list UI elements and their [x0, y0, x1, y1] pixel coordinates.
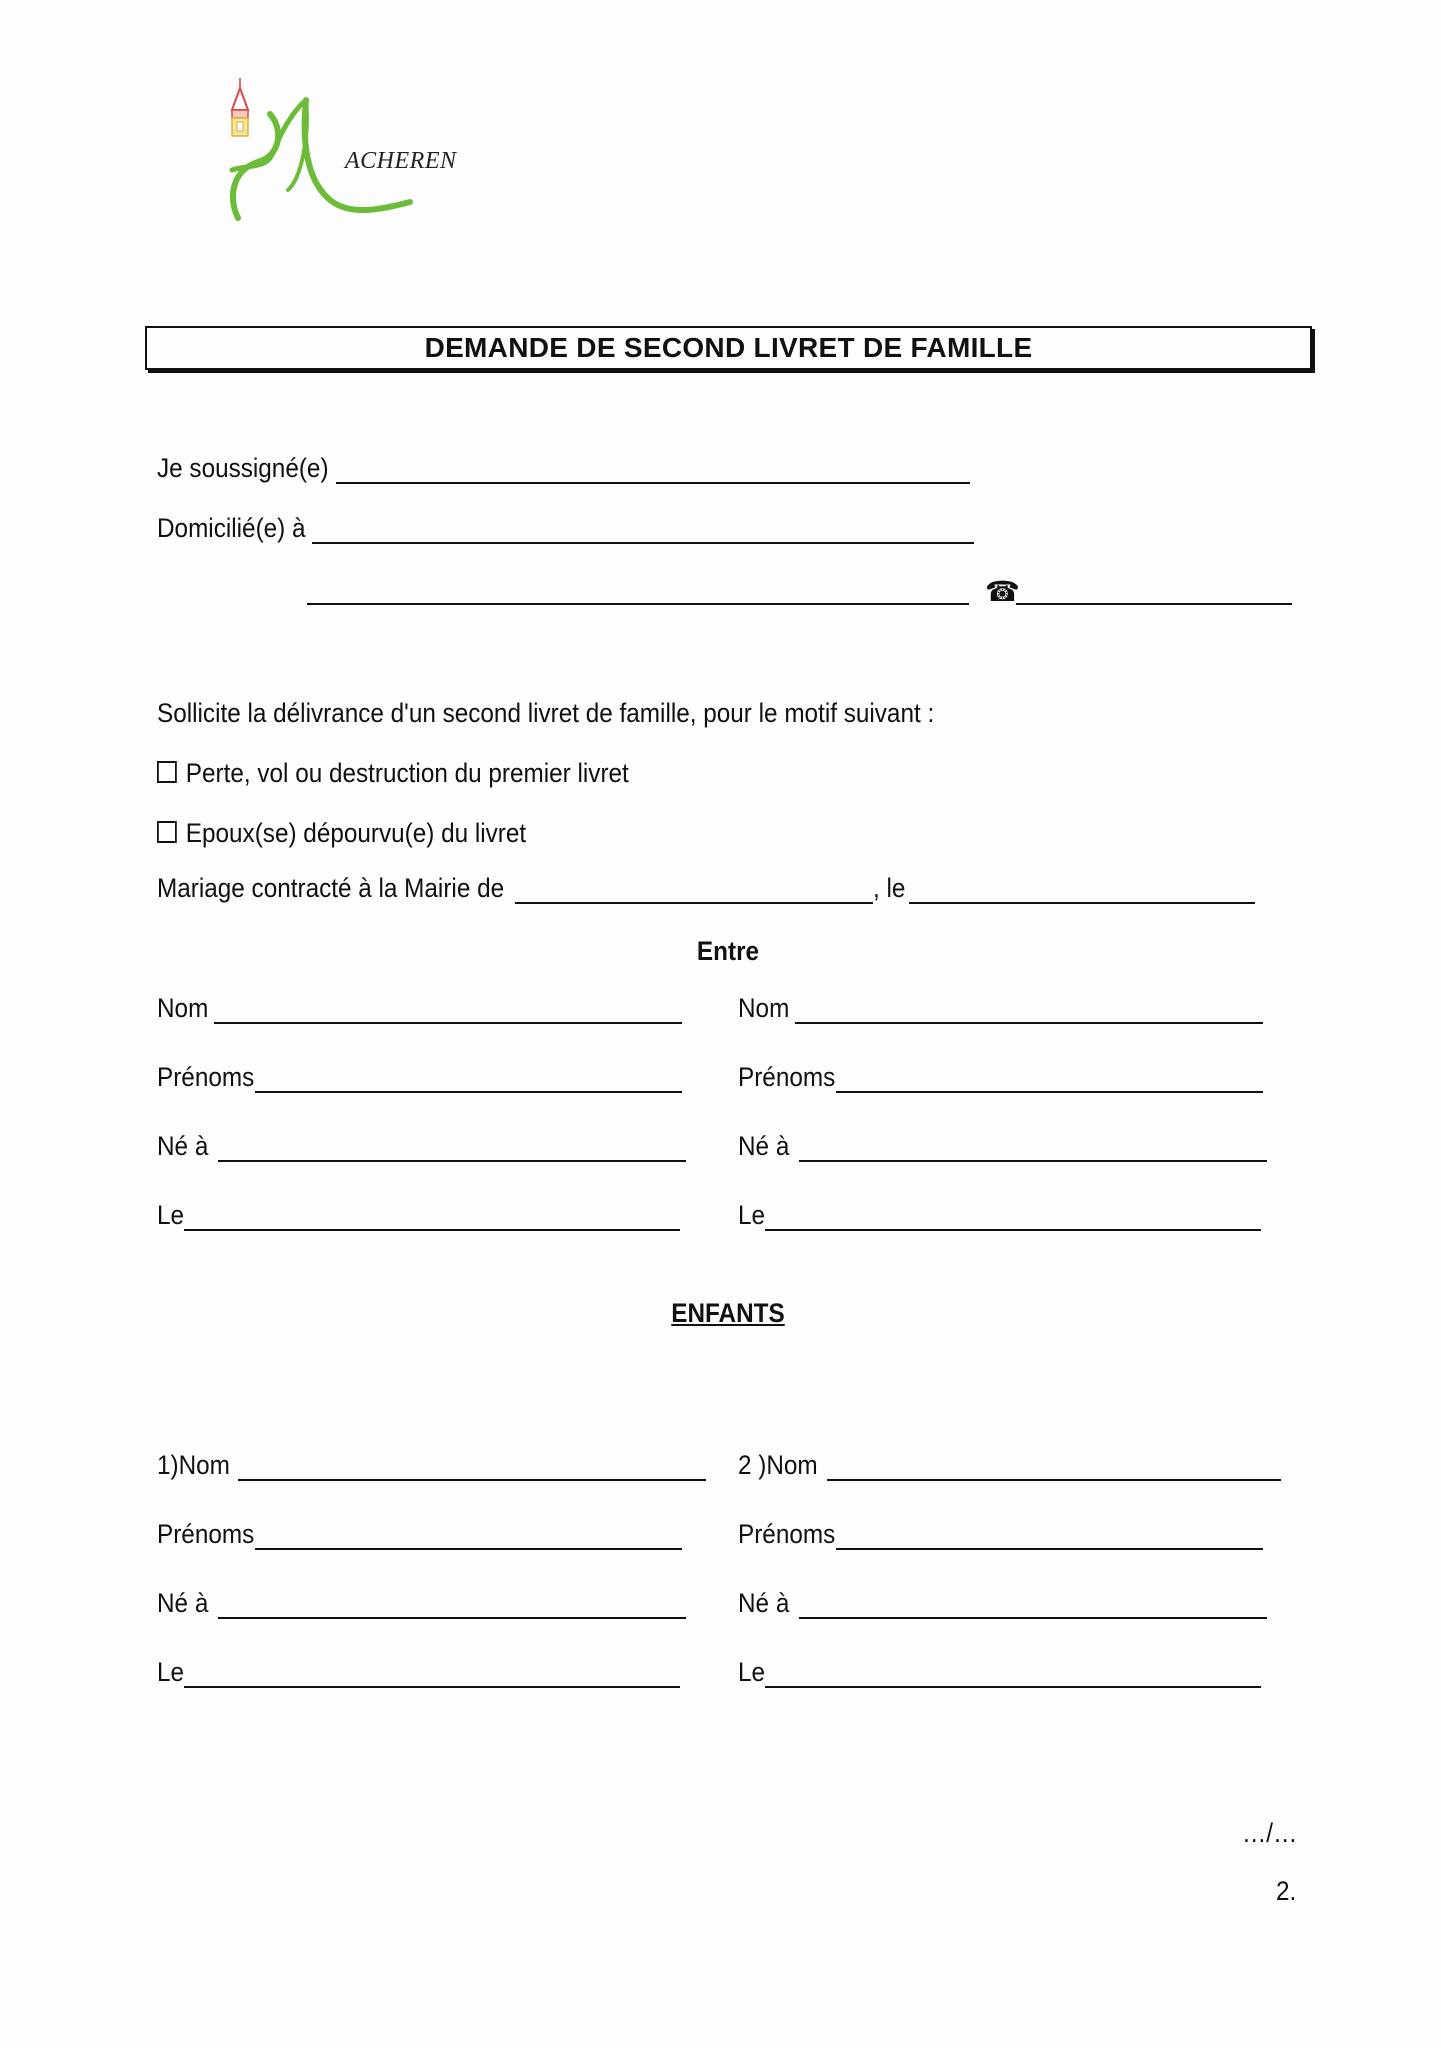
child2-prenoms-label: Prénoms: [738, 1519, 836, 1549]
child2-ne-a-row: [738, 1583, 1267, 1623]
spouse1-prenoms-field[interactable]: [255, 1091, 682, 1093]
spouse2-nom-label: Nom: [738, 993, 790, 1023]
child1-le-label: Le: [157, 1657, 185, 1687]
spouse1-nom-field[interactable]: [214, 1022, 682, 1024]
child2-nom-label: 2 )Nom: [738, 1450, 818, 1480]
domicilie-field[interactable]: [312, 542, 974, 544]
child1-ne-a-row: [157, 1583, 686, 1623]
spouse2-le-field[interactable]: [765, 1229, 1261, 1231]
option1-label: Perte, vol ou destruction du premier livret: [185, 758, 629, 788]
child1-prenoms-label: Prénoms: [157, 1519, 255, 1549]
child2-le-row: [738, 1652, 1261, 1692]
domicilie-row: [157, 508, 974, 548]
spouse1-ne-a-field[interactable]: [218, 1160, 686, 1162]
spouse2-le-row: [738, 1195, 1261, 1235]
spouse1-nom-row: [157, 988, 682, 1028]
child1-prenoms-row: [157, 1514, 682, 1554]
mariage-date-label: , le: [872, 873, 906, 903]
address-line-2-field[interactable]: [307, 603, 969, 605]
soussigne-label: Je soussigné(e): [157, 453, 329, 483]
continuation-mark: …/…: [1242, 1818, 1298, 1848]
child2-ne-a-field[interactable]: [799, 1617, 1267, 1619]
entre-heading: Entre: [696, 936, 760, 966]
spouse2-ne-a-label: Né à: [738, 1131, 790, 1161]
child2-nom-row: [738, 1445, 1281, 1485]
option2-label: Epoux(se) dépourvu(e) du livret: [185, 818, 527, 848]
spouse2-nom-row: [738, 988, 1263, 1028]
telephone-field[interactable]: [1016, 603, 1292, 605]
child1-le-field[interactable]: [184, 1686, 680, 1688]
child1-ne-a-field[interactable]: [218, 1617, 686, 1619]
title-box: [145, 326, 1312, 370]
child2-prenoms-field[interactable]: [836, 1548, 1263, 1550]
child2-ne-a-label: Né à: [738, 1588, 790, 1618]
child2-le-label: Le: [738, 1657, 766, 1687]
spouse2-le-label: Le: [738, 1200, 766, 1230]
spouse1-nom-label: Nom: [157, 993, 209, 1023]
spouse1-le-label: Le: [157, 1200, 185, 1230]
mariage-row: [157, 868, 1255, 908]
spouse1-ne-a-label: Né à: [157, 1131, 209, 1161]
spouse1-prenoms-row: [157, 1057, 682, 1097]
mariage-mairie-field[interactable]: [515, 902, 873, 904]
spouse2-ne-a-row: [738, 1126, 1267, 1166]
child1-le-row: [157, 1652, 680, 1692]
spouse2-nom-field[interactable]: [795, 1022, 1263, 1024]
spouse2-prenoms-field[interactable]: [836, 1091, 1263, 1093]
motif-intro: Sollicite la délivrance d'un second livret de famille, pour le motif suivant :: [157, 698, 935, 728]
soussigne-row: [157, 448, 970, 488]
soussigne-field[interactable]: [336, 482, 970, 484]
document-title: DEMANDE DE SECOND LIVRET DE FAMILLE: [424, 332, 1033, 363]
child1-nom-field[interactable]: [238, 1479, 706, 1481]
child1-prenoms-field[interactable]: [255, 1548, 682, 1550]
child2-prenoms-row: [738, 1514, 1263, 1554]
child2-le-field[interactable]: [765, 1686, 1261, 1688]
spouse2-prenoms-label: Prénoms: [738, 1062, 836, 1092]
page-number: 2.: [1276, 1876, 1297, 1906]
motif-option-2: [157, 818, 526, 849]
mariage-date-field[interactable]: [909, 902, 1255, 904]
spouse2-ne-a-field[interactable]: [799, 1160, 1267, 1162]
child1-nom-label: 1)Nom: [157, 1450, 230, 1480]
mariage-label: Mariage contracté à la Mairie de: [157, 873, 505, 903]
bell-tower-icon: [232, 78, 248, 136]
option1-checkbox[interactable]: [157, 761, 177, 783]
child2-nom-field[interactable]: [827, 1479, 1281, 1481]
spouse1-prenoms-label: Prénoms: [157, 1062, 255, 1092]
motif-option-1: [157, 758, 629, 789]
child1-nom-row: [157, 1445, 706, 1485]
spouse1-ne-a-row: [157, 1126, 686, 1166]
spouse2-prenoms-row: [738, 1057, 1263, 1097]
child1-ne-a-label: Né à: [157, 1588, 209, 1618]
spouse1-le-row: [157, 1195, 680, 1235]
option2-checkbox[interactable]: [157, 821, 177, 843]
enfants-heading: ENFANTS: [671, 1298, 785, 1328]
logo-wordmark: ACHEREN: [345, 148, 457, 174]
macheren-logo: [210, 70, 490, 240]
domicilie-label: Domicilié(e) à: [157, 513, 306, 543]
spouse1-le-field[interactable]: [184, 1229, 680, 1231]
telephone-icon: ☎: [985, 576, 1020, 607]
